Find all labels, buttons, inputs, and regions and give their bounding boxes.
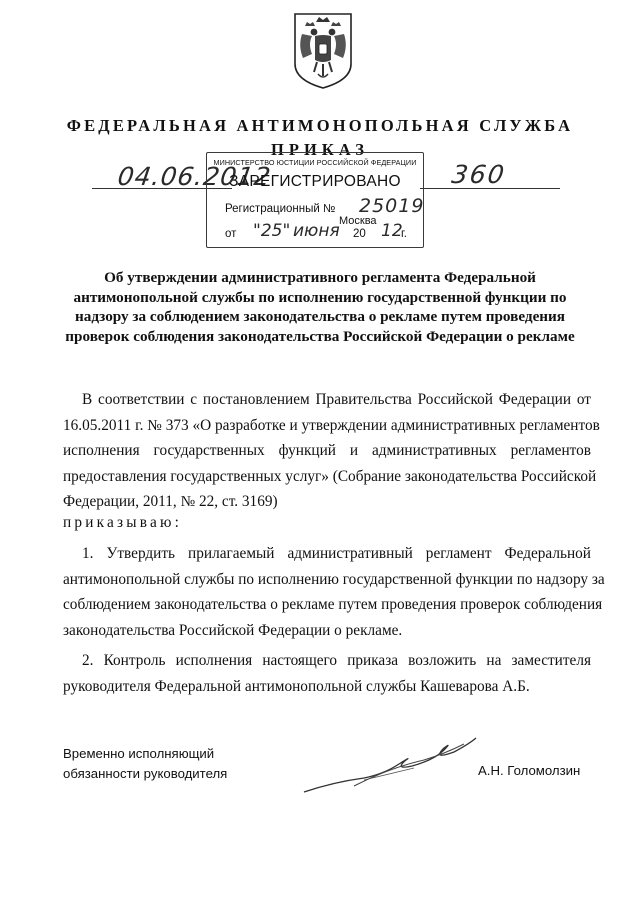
stamp-ministry: МИНИСТЕРСТВО ЮСТИЦИИ РОССИЙСКОЙ ФЕДЕРАЦИИ xyxy=(213,158,417,167)
registration-stamp xyxy=(206,152,424,248)
orders-word: приказываю: xyxy=(63,514,183,531)
paragraph-line: 2. Контроль исполнения настоящего приказа возложить на заместителя xyxy=(82,652,591,669)
title-line: проверок соблюдения законодательства Российской Федерации о рекламе xyxy=(65,327,575,345)
order-date-handwritten: 04.06.2012 xyxy=(115,162,274,191)
paragraph-line: антимонопольной службы по исполнению государственной функции по надзору за xyxy=(63,570,605,588)
stamp-day: "25" xyxy=(253,221,291,241)
stamp-reg-number: 25019 xyxy=(359,195,425,217)
paragraph-line: предоставления государственных услуг» (Собрание законодательства Российской xyxy=(63,467,597,485)
paragraph-line: Федерации, 2011, № 22, ст. 3169) xyxy=(63,493,278,510)
document-title xyxy=(40,268,600,346)
title-line: надзору за соблюдением законодательства о рекламе путем проведения xyxy=(74,308,566,325)
basis-paragraph xyxy=(63,387,600,515)
paragraph-line: руководителя Федеральной антимонопольной службы Кашеварова А.Б. xyxy=(63,677,530,695)
paragraph-line: законодательства Российской Федерации о рекламе. xyxy=(63,621,403,639)
stamp-year-prefix: 20 xyxy=(353,228,366,240)
order-title: ПРИКАЗ xyxy=(271,140,369,159)
order-number-handwritten: 360 xyxy=(449,160,508,189)
paragraph-line: 1. Утвердить прилагаемый административный регламент Федеральной xyxy=(82,545,591,562)
title-line: Об утверждении административного регламента Федеральной xyxy=(104,269,536,286)
signatory-position xyxy=(63,744,227,784)
stamp-year-suffix: г. xyxy=(401,228,407,240)
item-2-paragraph xyxy=(63,648,591,699)
stamp-month: июня xyxy=(293,221,340,241)
stamp-registered: ЗАРЕГИСТРИРОВАНО xyxy=(229,173,401,190)
paragraph-line: В соответствии с постановлением Правительства Российской Федерации от xyxy=(82,391,591,408)
stamp-from-label: от xyxy=(225,228,237,240)
paragraph-line: соблюдением законодательства о рекламе путем проведения проверок соблюдения xyxy=(63,596,603,613)
agency-name: ФЕДЕРАЛЬНАЯ АНТИМОНОПОЛЬНАЯ СЛУЖБА xyxy=(66,116,574,135)
item-1-paragraph xyxy=(63,541,605,643)
stamp-reg-label: Регистрационный № xyxy=(225,203,336,215)
stamp-city: Москва xyxy=(339,215,377,227)
coat-of-arms-icon xyxy=(290,8,356,90)
handwritten-signature-icon xyxy=(294,720,484,800)
title-line: антимонопольной службы по исполнению государственной функции по xyxy=(73,288,567,306)
signatory-name: А.Н. Голомолзин xyxy=(478,763,581,778)
paragraph-line: исполнения государственных функций и административных регламентов xyxy=(63,442,591,459)
paragraph-line: 16.05.2011 г. № 373 «О разработке и утверждении административных регламентов xyxy=(63,416,600,434)
position-line: Временно исполняющий xyxy=(63,746,215,761)
position-line: обязанности руководителя xyxy=(63,766,228,781)
stamp-year-handwritten: 12 xyxy=(381,221,403,241)
